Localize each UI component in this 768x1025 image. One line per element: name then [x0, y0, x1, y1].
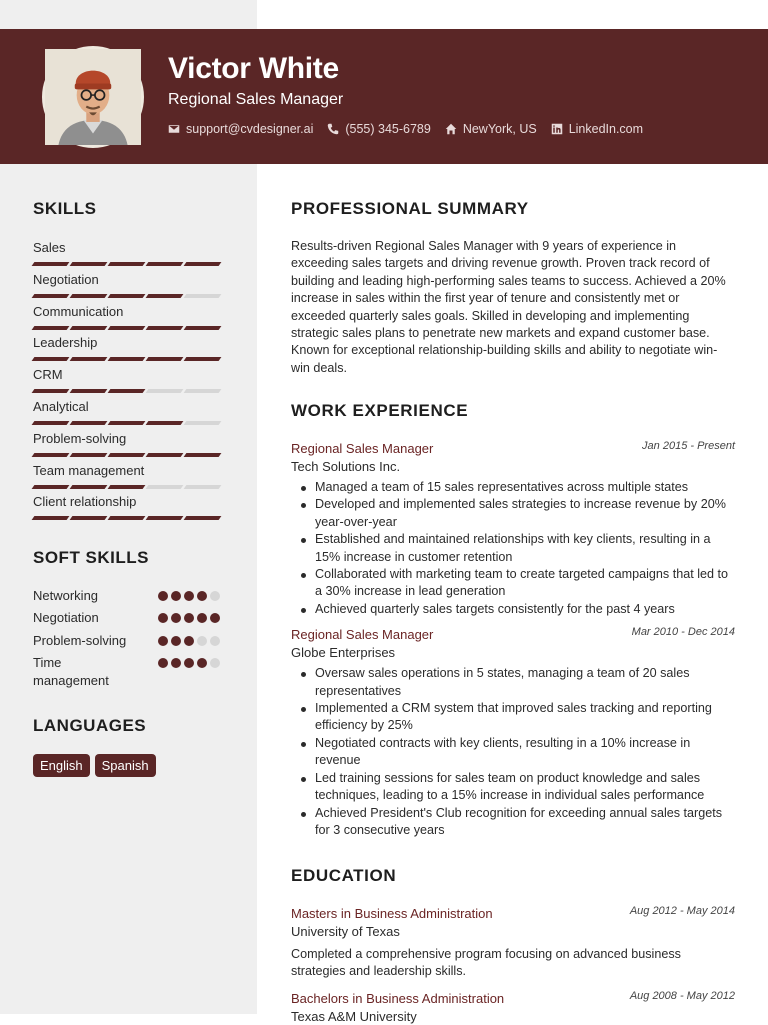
soft-skill-row	[33, 609, 225, 631]
soft-skill-label: Time management	[33, 654, 109, 688]
soft-skill-row	[33, 632, 225, 654]
skill-level-segment	[70, 453, 108, 457]
skill-level-segment	[32, 516, 70, 520]
soft-skills-title: SOFT SKILLS	[33, 548, 149, 567]
skill-level-segment	[70, 421, 108, 425]
job-role: Regional Sales Manager	[291, 627, 434, 643]
soft-skill-label: Networking	[33, 588, 99, 603]
profile-photo	[45, 49, 141, 145]
education-title: EDUCATION	[291, 866, 397, 885]
rating-dot	[158, 613, 168, 623]
skill-level-segment	[146, 516, 184, 520]
job-header	[291, 626, 735, 644]
rating-dot	[171, 613, 181, 623]
skill-label: Leadership	[33, 335, 98, 351]
soft-skill-row	[33, 654, 225, 688]
rating-dot	[184, 591, 194, 601]
skill-level-segment	[184, 326, 222, 330]
experience-section	[291, 401, 735, 839]
skill-level-segment	[184, 389, 222, 393]
skill-level-bar	[33, 485, 225, 489]
rating-dot	[171, 636, 181, 646]
skill-level-segment	[70, 357, 108, 361]
skill-row	[33, 431, 225, 463]
job-bullet: Achieved President's Club recognition for exceeding annual sales targets for 3 consecutive years	[291, 805, 735, 840]
skill-level-segment	[32, 294, 70, 298]
soft-skill-row	[33, 587, 225, 609]
soft-skill-label: Negotiation	[33, 610, 99, 626]
job-bullet: Managed a team of 15 sales representatives across multiple states	[291, 479, 735, 496]
languages-section	[33, 716, 225, 777]
rating-dot	[197, 658, 207, 668]
job-bullets	[291, 479, 735, 618]
experience-title: WORK EXPERIENCE	[291, 401, 469, 420]
rating-dot	[210, 613, 220, 623]
rating-dot	[158, 658, 168, 668]
rating-dot	[197, 613, 207, 623]
skill-level-segment	[146, 453, 184, 457]
skill-level-bar	[33, 516, 225, 520]
skill-label: Sales	[33, 240, 66, 255]
rating-dot	[197, 591, 207, 601]
rating-dot	[210, 636, 220, 646]
skill-label: Problem-solving	[33, 430, 127, 446]
skill-level-segment	[184, 294, 222, 298]
skill-level-segment	[32, 453, 70, 457]
skill-level-segment	[184, 453, 222, 457]
skill-level-segment	[146, 421, 184, 425]
job-bullet: Oversaw sales operations in 5 states, managing a team of 20 sales representatives	[291, 665, 735, 700]
summary-text: Results-driven Regional Sales Manager with 9 years of experience in exceeding sales targets and driving revenue growth. Proven track record of building and leading high-performing sales teams to success. Achieved a 20% increase in sales within the first year of tenure and consistently met or exceeded quarterly sales goals. Skilled in developing and implementing strategic sales plans to penetrate new markets and expand customer base. Known for exceptional relationship-building skills and ability to negotiate win-win deals.	[291, 239, 726, 375]
education-school: Texas A&M University	[291, 1008, 417, 1024]
skill-level-segment	[108, 262, 146, 266]
job-bullet: Achieved quarterly sales targets consistently for the past 4 years	[291, 601, 735, 618]
contact-phone[interactable]	[327, 122, 430, 136]
avatar	[42, 46, 144, 148]
skill-level-segment	[108, 294, 146, 298]
job-bullet: Implemented a CRM system that improved sales tracking and reporting efficiency by 25%	[291, 700, 735, 735]
education-degree: Bachelors in Business Administration	[291, 990, 505, 1006]
skill-label: Communication	[33, 303, 124, 319]
skill-level-bar	[33, 389, 225, 393]
skill-label: Team management	[33, 462, 145, 478]
rating-dot	[197, 636, 207, 646]
skill-level-bar	[33, 453, 225, 457]
education-description: Completed a comprehensive program focusing on advanced business strategies and leadership skills.	[291, 947, 681, 979]
job-header	[291, 440, 735, 458]
rating-dot	[184, 658, 194, 668]
rating-dot	[184, 613, 194, 623]
skill-level-segment	[146, 294, 184, 298]
skill-level-segment	[146, 326, 184, 330]
contact-list	[168, 122, 643, 136]
skill-label: Negotiation	[33, 271, 99, 287]
skill-level-bar	[33, 326, 225, 330]
skill-row	[33, 367, 225, 399]
skill-row	[33, 494, 225, 526]
skill-label: Analytical	[33, 398, 89, 414]
skill-level-segment	[146, 389, 184, 393]
skills-list	[33, 240, 225, 526]
candidate-title: Regional Sales Manager	[168, 91, 344, 108]
education-degree: Masters in Business Administration	[291, 906, 493, 921]
skill-level-segment	[184, 421, 222, 425]
skill-level-segment	[70, 262, 108, 266]
skill-level-segment	[146, 357, 184, 361]
job-bullets	[291, 665, 735, 839]
soft-skills-section	[33, 548, 225, 688]
skill-level-segment	[108, 485, 146, 489]
job-company: Globe Enterprises	[291, 645, 396, 661]
education-entry	[291, 990, 735, 1025]
contact-linkedin-text: LinkedIn.com	[568, 122, 644, 136]
skill-level-segment	[32, 389, 70, 393]
skill-level-segment	[108, 326, 146, 330]
skill-row	[33, 335, 225, 367]
language-badge: Spanish	[95, 754, 156, 777]
skill-level-segment	[108, 453, 146, 457]
soft-skills-list	[33, 587, 225, 688]
education-section	[291, 866, 735, 1025]
skill-level-segment	[70, 326, 108, 330]
job-bullet: Established and maintained relationships with key clients, resulting in a 15% increase in customer retention	[291, 531, 735, 566]
skill-row	[33, 272, 225, 304]
job-role: Regional Sales Manager	[291, 441, 434, 456]
rating-dot	[210, 591, 220, 601]
skill-level-segment	[184, 516, 222, 520]
skill-level-segment	[184, 357, 222, 361]
skill-label: Client relationship	[33, 494, 137, 510]
job-dates: Jan 2015 - Present	[642, 440, 735, 452]
rating-dot	[158, 591, 168, 601]
summary-title: PROFESSIONAL SUMMARY	[291, 199, 529, 218]
skill-row	[33, 240, 225, 272]
contact-phone-text: (555) 345-6789	[345, 122, 431, 136]
skill-level-bar	[33, 294, 225, 298]
skill-level-segment	[108, 516, 146, 520]
skill-level-segment	[146, 262, 184, 266]
skill-level-segment	[70, 516, 108, 520]
skill-level-segment	[184, 485, 222, 489]
envelope-icon	[168, 123, 180, 135]
skill-level-segment	[70, 294, 108, 298]
soft-skill-rating	[158, 658, 220, 668]
skill-level-segment	[32, 357, 70, 361]
job-bullet: Negotiated contracts with key clients, resulting in a 10% increase in revenue	[291, 735, 735, 770]
job-entry	[291, 440, 735, 618]
languages-title: LANGUAGES	[33, 716, 147, 735]
skill-level-segment	[108, 357, 146, 361]
job-dates: Mar 2010 - Dec 2014	[631, 626, 735, 639]
education-dates: Aug 2012 - May 2014	[629, 905, 735, 917]
job-entry	[291, 626, 735, 839]
skill-level-bar	[33, 262, 225, 266]
skills-title: SKILLS	[33, 199, 97, 218]
skill-level-bar	[33, 357, 225, 361]
soft-skill-label: Problem-solving	[33, 632, 127, 648]
skill-level-segment	[32, 326, 70, 330]
contact-location-text: NewYork, US	[462, 122, 537, 136]
job-bullet: Developed and implemented sales strategies to increase revenue by 20% year-over-year	[291, 496, 735, 531]
skill-row	[33, 399, 225, 431]
skill-level-segment	[108, 421, 146, 425]
skill-level-segment	[146, 485, 184, 489]
linkedin-icon	[551, 123, 563, 135]
skills-section	[33, 199, 225, 526]
phone-icon	[327, 123, 339, 135]
contact-email-text: support@cvdesigner.ai	[186, 122, 314, 136]
contact-linkedin[interactable]	[551, 122, 643, 136]
education-entry	[291, 905, 735, 981]
education-header	[291, 905, 735, 923]
soft-skill-rating	[158, 613, 220, 623]
skill-level-segment	[70, 485, 108, 489]
rating-dot	[210, 658, 220, 668]
skill-level-segment	[32, 421, 70, 425]
languages-list	[33, 754, 225, 777]
education-school: University of Texas	[291, 924, 400, 939]
candidate-name: Victor White	[168, 52, 339, 85]
skill-level-segment	[184, 262, 222, 266]
skill-level-segment	[32, 485, 70, 489]
job-company: Tech Solutions Inc.	[291, 459, 401, 474]
job-bullet: Led training sessions for sales team on product knowledge and sales techniques, leading to a 15% increase in individual sales performance	[291, 770, 735, 805]
contact-location	[445, 122, 537, 136]
skill-label: CRM	[33, 367, 63, 383]
skill-level-segment	[70, 389, 108, 393]
skill-level-bar	[33, 421, 225, 425]
home-icon	[445, 123, 457, 135]
education-dates: Aug 2008 - May 2012	[629, 989, 735, 1002]
language-badge: English	[33, 754, 90, 777]
education-header	[291, 990, 735, 1008]
job-bullet: Collaborated with marketing team to create targeted campaigns that led to a 30% increase in lead generation	[291, 566, 735, 601]
skill-level-segment	[108, 389, 146, 393]
skill-row	[33, 304, 225, 336]
rating-dot	[171, 591, 181, 601]
summary-section	[291, 199, 735, 377]
contact-email[interactable]	[168, 122, 313, 136]
rating-dot	[171, 658, 181, 668]
rating-dot	[158, 636, 168, 646]
soft-skill-rating	[158, 636, 220, 646]
soft-skill-rating	[158, 591, 220, 601]
rating-dot	[184, 636, 194, 646]
skill-row	[33, 463, 225, 495]
skill-level-segment	[32, 262, 70, 266]
